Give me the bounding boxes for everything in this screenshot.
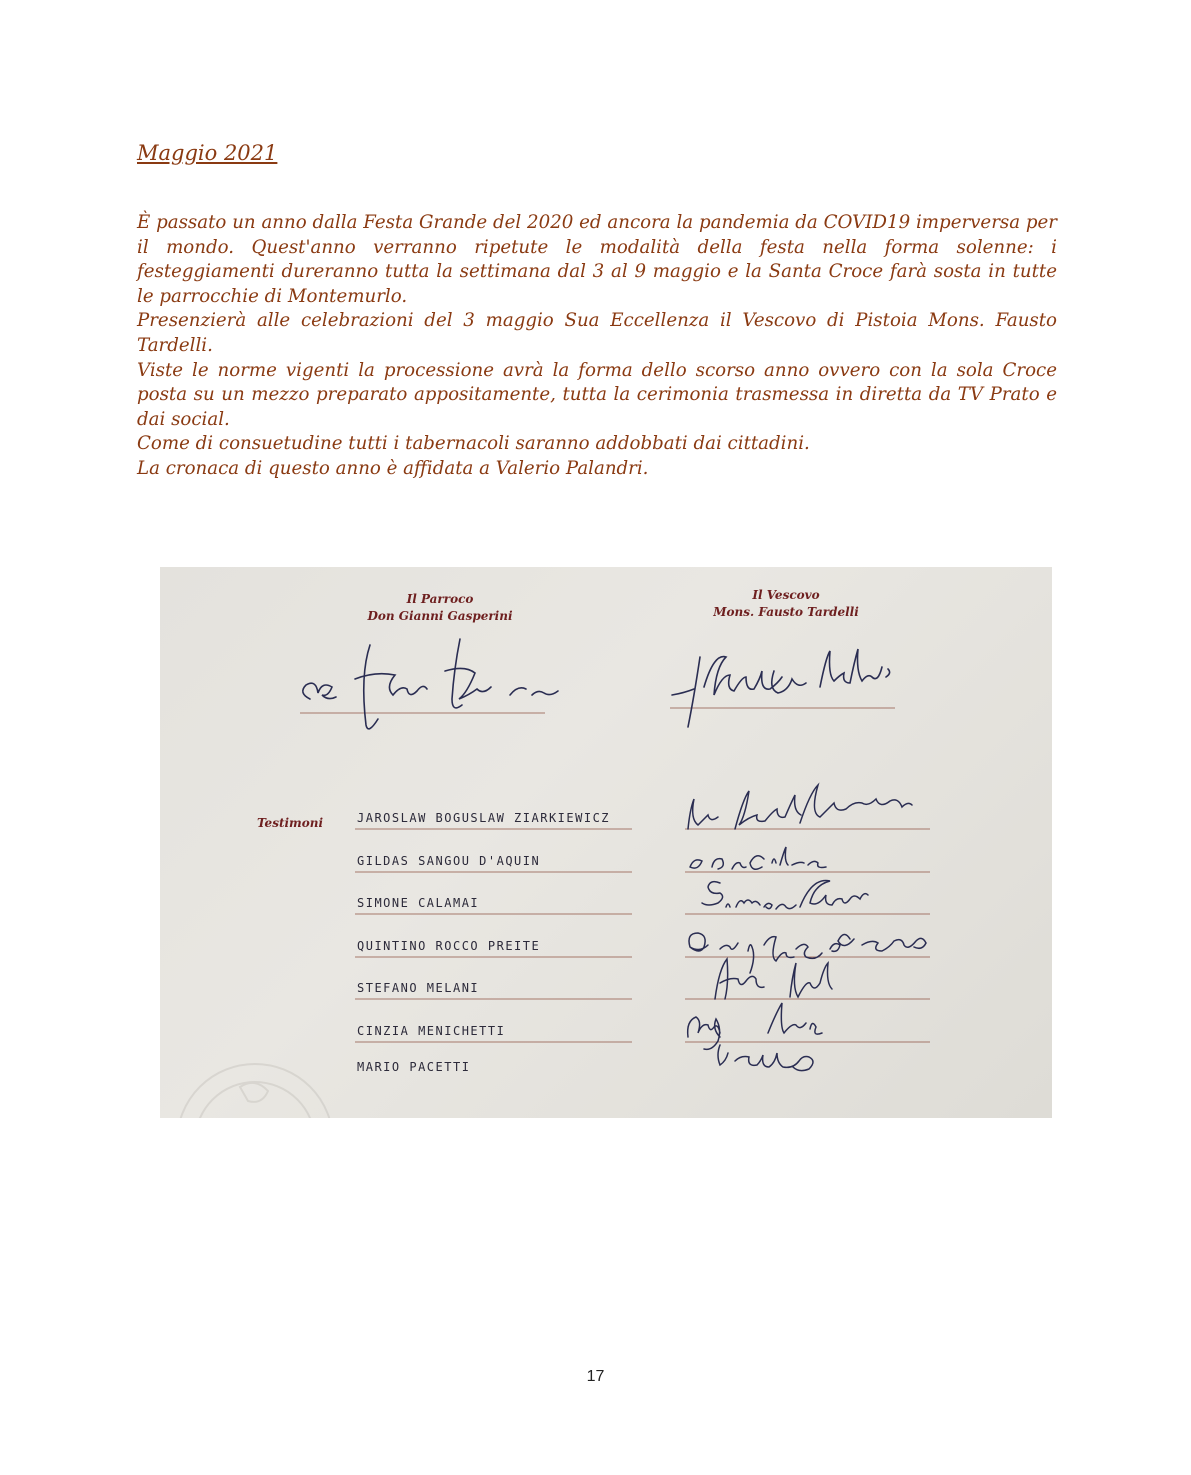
witness-name: STEFANO MELANI [357,981,480,995]
witness-signatures [688,785,926,1071]
paragraph: Presenzierà alle celebrazioni del 3 maggio Sua Eccellenza il Vescovo di Pistoia Mons. Fausto Tardelli. [137,310,1057,356]
witness-name: JAROSLAW BOGUSLAW ZIARKIEWICZ [357,811,611,825]
page-number: 17 [586,1368,605,1385]
page-heading: Maggio 2021 [137,141,278,165]
paragraph: Come di consuetudine tutti i tabernacoli saranno addobbati dai cittadini. [137,433,810,455]
witness-name: CINZIA MENICHETTI [357,1024,506,1038]
vescovo-name: Mons. Fausto Tardelli [713,605,859,619]
witness-name: GILDAS SANGOU D'AQUIN [357,854,541,868]
parroco-name: Don Gianni Gasperini [367,609,513,623]
paragraph: Viste le norme vigenti la processione avrà la forma dello scorso anno ovvero con la sola Croce posta su un mezzo preparato appositamente, tutta la cerimonia trasmessa in diretta da TV Prato e dai social. [137,359,1057,430]
paragraph: È passato un anno dalla Festa Grande del 2020 ed ancora la pandemia da COVID19 imperversa per il mondo. Quest'anno verranno ripetute le modalità della festa nella forma solenne: i festeggiamenti dureranno tutta la settimana dal 3 al 9 maggio e la Santa Croce farà sosta in tutte le parrocchie di Montemurlo. [137,212,1057,307]
embossed-seal [177,1064,333,1118]
witness-name: QUINTINO ROCCO PREITE [357,939,541,953]
parroco-signature [303,639,558,729]
vescovo-title: Il Vescovo [752,588,820,602]
signature-sheet-photo [160,567,1052,1118]
witnesses-label: Testimoni [257,816,324,830]
parroco-title: Il Parroco [406,592,474,606]
chronicle-text [137,211,1057,482]
paragraph: La cronaca di questo anno è affidata a Valerio Palandri. [137,457,649,479]
witness-name: MARIO PACETTI [357,1060,471,1074]
witness-name: SIMONE CALAMAI [357,896,480,910]
vescovo-signature [672,649,890,727]
handwritten-signatures [160,567,1052,1118]
